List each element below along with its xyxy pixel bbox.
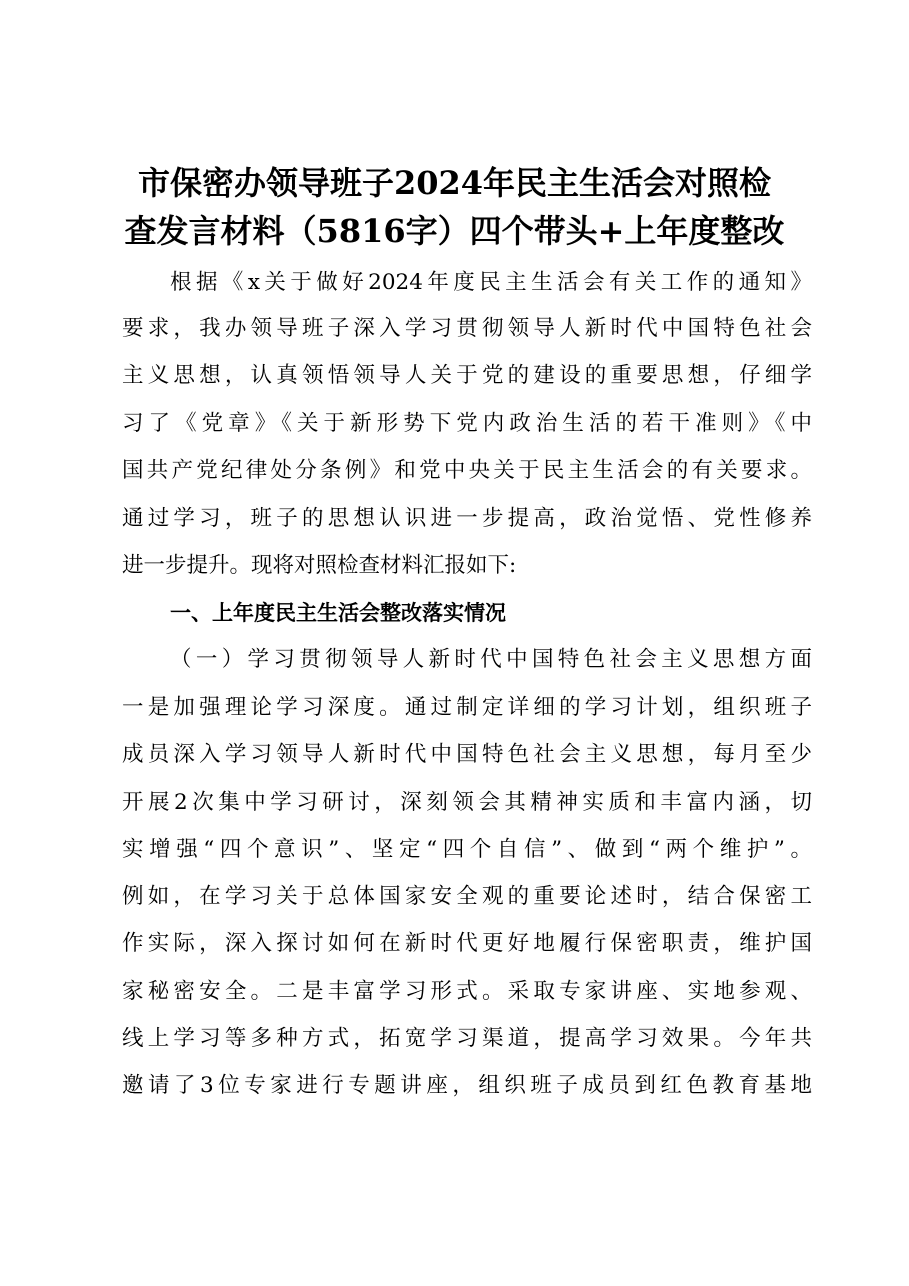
- body-line-9: 邀请了3位专家进行专题讲座，组织班子成员到红色教育基地: [122, 1073, 812, 1098]
- document-title-line-2: 查发言材料（5816字）四个带头+上年度整改: [124, 212, 785, 250]
- intro-line-7: 进一步提升。现将对照检查材料汇报如下:: [122, 553, 517, 578]
- body-line-1: 一是加强理论学习深度。通过制定详细的学习计划，组织班子: [122, 695, 812, 720]
- body-line-4: 实增强“四个意识”、坚定“四个自信”、做到“两个维护”。: [122, 837, 812, 862]
- intro-line-4: 习了《党章》《关于新形势下党内政治生活的若干准则》《中: [122, 411, 812, 436]
- intro-line-6: 通过学习，班子的思想认识进一步提高，政治觉悟、党性修养: [122, 506, 812, 531]
- intro-line-1: 根据《x关于做好2024年度民主生活会有关工作的通知》: [170, 270, 812, 295]
- body-line-5: 例如，在学习关于总体国家安全观的重要论述时，结合保密工: [122, 884, 812, 909]
- subsection-heading: （一）学习贯彻领导人新时代中国特色社会主义思想方面: [170, 647, 812, 672]
- document-title-line-1: 市保密办领导班子2024年民主生活会对照检: [137, 164, 772, 202]
- intro-line-2: 要求，我办领导班子深入学习贯彻领导人新时代中国特色社会: [122, 316, 812, 341]
- intro-line-5: 国共产党纪律处分条例》和党中央关于民主生活会的有关要求。: [122, 458, 812, 483]
- intro-line-3: 主义思想，认真领悟领导人关于党的建设的重要思想，仔细学: [122, 363, 812, 388]
- body-line-3: 开展2次集中学习研讨，深刻领会其精神实质和丰富内涵，切: [122, 790, 812, 815]
- body-line-8: 线上学习等多种方式，拓宽学习渠道，提高学习效果。今年共: [122, 1026, 812, 1051]
- body-line-2: 成员深入学习领导人新时代中国特色社会主义思想，每月至少: [122, 742, 812, 767]
- body-line-7: 家秘密安全。二是丰富学习形式。采取专家讲座、实地参观、: [122, 979, 812, 1004]
- section-heading: 一、上年度民主生活会整改落实情况: [170, 601, 506, 625]
- body-line-6: 作实际，深入探讨如何在新时代更好地履行保密职责，维护国: [122, 931, 812, 956]
